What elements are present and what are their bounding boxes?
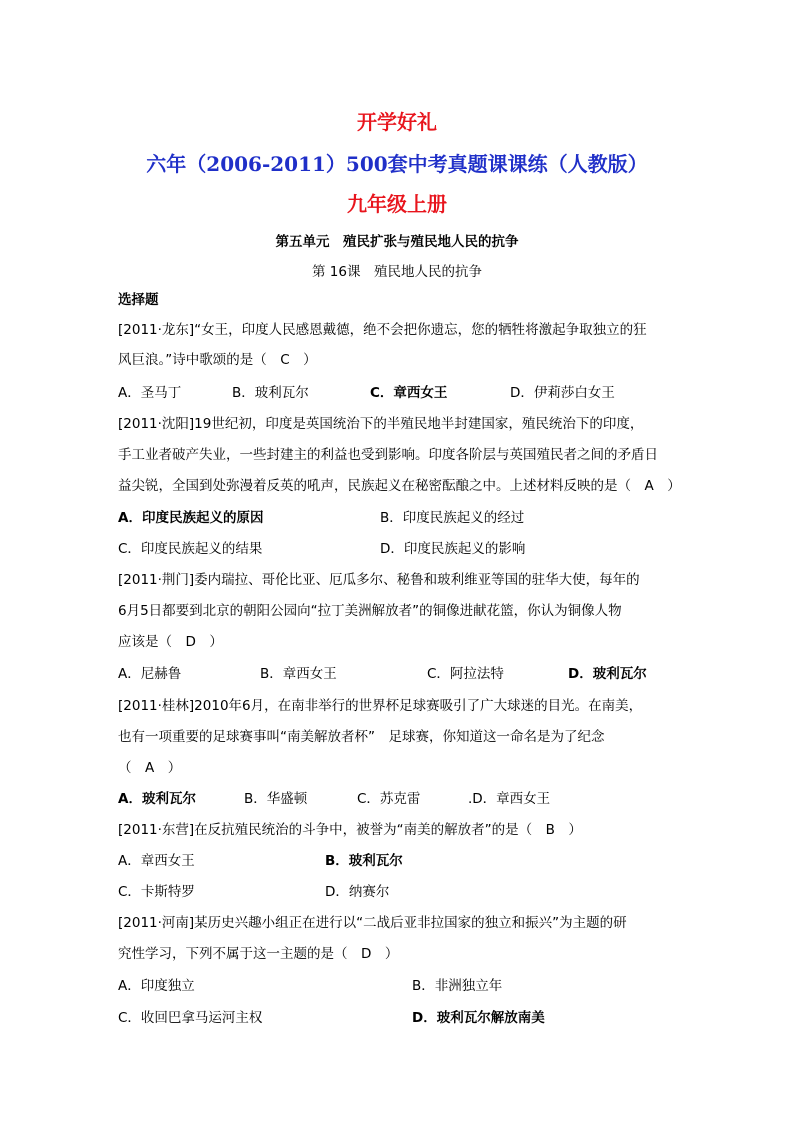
question-3-line-2: 6月5日都要到北京的朝阳公园向“拉丁美洲解放者”的铜像进献花篮，你认为铜像人物: [118, 603, 622, 619]
question-5-option-a: A．章西女王: [118, 853, 195, 869]
question-3-option-c: C．阿拉法特: [427, 666, 504, 682]
question-5-option-b: B．玻利瓦尔: [325, 853, 403, 869]
question-1-option-a: A．圣马丁: [118, 385, 182, 401]
question-2-line-3: 益尖锐，全国到处弥漫着反英的吼声，民族起义在秘密酝酿之中。上述材料反映的是（ A ）: [118, 478, 681, 494]
question-1-line-2: 风巨浪。”诗中歌颂的是（ C ）: [118, 352, 317, 368]
question-4-option-d: .D．章西女王: [468, 791, 551, 807]
series-title: 六年（2006-2011）500套中考真题课课练（人教版）: [146, 152, 648, 176]
question-5-option-c: C．卡斯特罗: [118, 884, 195, 900]
question-1-option-b: B．玻利瓦尔: [232, 385, 309, 401]
question-2-option-b: B．印度民族起义的经过: [380, 510, 525, 526]
question-4-option-c: C．苏克雷: [357, 791, 421, 807]
question-4-option-a: A．玻利瓦尔: [118, 791, 196, 807]
question-4-line-1: [2011·桂林]2010年6月，在南非举行的世界杯足球赛吸引了广大球迷的目光。在南美，: [118, 698, 643, 714]
question-3-option-a: A．尼赫鲁: [118, 666, 182, 682]
question-5-option-d: D．纳赛尔: [325, 884, 390, 900]
question-1-option-c: C．章西女王: [370, 385, 448, 401]
question-2-option-c: C．印度民族起义的结果: [118, 541, 263, 557]
question-5-line-1: [2011·东营]在反抗殖民统治的斗争中，被誉为“南美的解放者”的是（ B ）: [118, 822, 582, 838]
question-6-line-2: 究性学习，下列不属于这一主题的是（ D ）: [118, 946, 399, 962]
question-2-option-a: A．印度民族起义的原因: [118, 510, 264, 526]
unit-heading: 第五单元 殖民扩张与殖民地人民的抗争: [275, 234, 519, 250]
question-6-option-d: D．玻利瓦尔解放南美: [412, 1010, 545, 1026]
question-3-line-3: 应该是（ D ）: [118, 634, 223, 650]
lesson-heading: 第 16课 殖民地人民的抗争: [312, 264, 482, 280]
question-2-option-d: D．印度民族起义的影响: [380, 541, 526, 557]
question-1-option-d: D．伊莉莎白女王: [510, 385, 615, 401]
question-3-option-b: B．章西女王: [260, 666, 337, 682]
grade-title: 九年级上册: [347, 192, 447, 216]
question-1-line-1: [2011·龙东]“女王，印度人民感恩戴德，绝不会把你遗忘，您的牺牲将激起争取独立的狂: [118, 322, 647, 338]
question-4-line-3: （ A ）: [118, 760, 182, 776]
question-2-line-1: [2011·沈阳]19世纪初，印度是英国统治下的半殖民地半封建国家，殖民统治下的印度，: [118, 416, 644, 432]
question-4-line-2: 也有一项重要的足球赛事叫“南美解放者杯” 足球赛，你知道这一命名是为了纪念: [118, 729, 605, 745]
question-2-line-2: 手工业者破产失业，一些封建主的利益也受到影响。印度各阶层与英国殖民者之间的矛盾日: [118, 447, 658, 463]
question-4-option-b: B．华盛顿: [244, 791, 308, 807]
question-3-line-1: [2011·荆门]委内瑞拉、哥伦比亚、厄瓜多尔、秘鲁和玻利维亚等国的驻华大使，每年的: [118, 572, 640, 588]
question-6-option-c: C．收回巴拿马运河主权: [118, 1010, 263, 1026]
section-heading: 选择题: [118, 292, 159, 308]
question-6-option-a: A．印度独立: [118, 978, 195, 994]
question-6-option-b: B．非洲独立年: [412, 978, 503, 994]
question-3-option-d: D．玻利瓦尔: [568, 666, 647, 682]
gift-title: 开学好礼: [357, 110, 437, 134]
question-6-line-1: [2011·河南]某历史兴趣小组正在进行以“二战后亚非拉国家的独立和振兴”为主题的研: [118, 915, 627, 931]
